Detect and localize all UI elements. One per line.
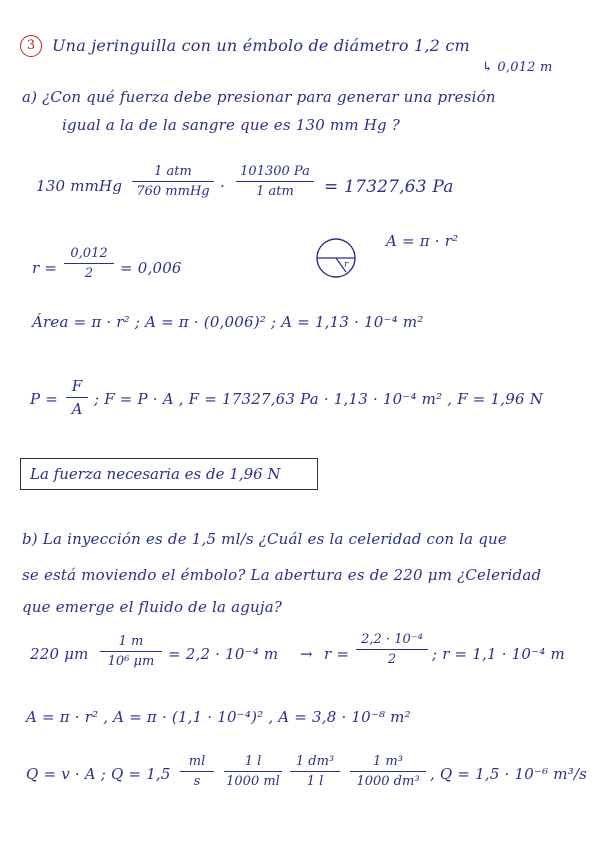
radius-lhs: r = — [32, 259, 58, 277]
fraction-numerator: 1 m³ — [373, 754, 403, 769]
flow-result: , Q = 1,5 · 10⁻⁶ m³/s — [430, 765, 588, 783]
fraction-numerator: 0,012 — [70, 246, 108, 261]
fraction-denominator: 760 mmHg — [136, 184, 210, 199]
flow-fraction-3 — [290, 754, 340, 789]
area-formula: A = π · r² — [386, 232, 459, 250]
multiplication-dot: · — [220, 177, 225, 195]
fraction-bar — [180, 771, 214, 772]
radius-result: = 0,006 — [120, 259, 182, 277]
circle-radius-diagram-icon — [312, 234, 360, 286]
fraction-bar — [356, 649, 428, 650]
fraction-bar — [350, 771, 426, 772]
fraction-numerator: ml — [188, 754, 206, 769]
fraction-denominator: 1000 dm³ — [356, 774, 420, 789]
part-b-question-line-2: se está moviendo el émbolo? La abertura es de 220 μm ¿Celeridad — [22, 566, 542, 584]
fraction-numerator: F — [71, 377, 83, 395]
fraction-numerator: 1 atm — [154, 164, 192, 179]
fraction-bar — [66, 397, 88, 398]
flow-fraction-2 — [224, 754, 282, 789]
fraction-bar — [236, 181, 314, 182]
flow-fraction-4 — [350, 754, 426, 789]
fraction-numerator: 1 l — [244, 754, 262, 769]
fraction-bar — [132, 181, 214, 182]
fraction-denominator: s — [193, 774, 201, 789]
area-calculation: Área = π · r² ; A = π · (0,006)² ; A = 1,13 · 10⁻⁴ m² — [32, 313, 424, 331]
fraction-numerator: 101300 Pa — [240, 164, 310, 179]
fraction-denominator: 1000 ml — [226, 774, 280, 789]
fraction-denominator: 10⁶ μm — [107, 654, 155, 669]
fraction-denominator: 2 — [387, 652, 397, 667]
opening-conversion-fraction — [100, 634, 162, 669]
pressure-lhs: P = — [30, 390, 59, 408]
pressure-fraction — [66, 377, 88, 418]
fraction-numerator: 1 m — [118, 634, 144, 649]
problem-title: Una jeringuilla con un émbolo de diámetro 1,2 cm — [52, 36, 470, 55]
conversion-fraction-1 — [132, 164, 214, 199]
needle-radius-fraction — [356, 632, 428, 667]
part-b-question-line-3: que emerge el fluido de la aguja? — [22, 598, 283, 616]
flow-fraction-1 — [180, 754, 214, 789]
needle-radius-lhs: r = — [324, 645, 350, 663]
conversion-fraction-2 — [236, 164, 314, 199]
fraction-denominator: 1 atm — [256, 184, 294, 199]
fraction-bar — [64, 263, 114, 264]
part-a-question-line-1: a) ¿Con qué fuerza debe presionar para generar una presión — [22, 88, 496, 106]
svg-text:r: r — [344, 260, 349, 270]
fraction-bar — [100, 651, 162, 652]
needle-area-calculation: A = π · r² , A = π · (1,1 · 10⁻⁴)² , A = 3,8 · 10⁻⁸ m² — [26, 708, 411, 726]
arrow-icon: → — [300, 645, 313, 663]
fraction-bar — [224, 771, 282, 772]
force-calculation: ; F = P · A , F = 17327,63 Pa · 1,13 · 10⁻⁴ m² , F = 1,96 N — [94, 390, 544, 408]
fraction-denominator: A — [71, 400, 83, 418]
diameter-note: ↳ 0,012 m — [482, 60, 553, 75]
part-a-question-line-2: igual a la de la sangre que es 130 mm Hg ? — [62, 116, 401, 134]
fraction-denominator: 2 — [84, 266, 94, 281]
problem-number: 3 — [20, 35, 42, 57]
opening-conversion-result: = 2,2 · 10⁻⁴ m — [168, 645, 279, 663]
answer-text: La fuerza necesaria es de 1,96 N — [30, 465, 281, 483]
pressure-result: = 17327,63 Pa — [324, 177, 454, 197]
fraction-denominator: 1 l — [306, 774, 324, 789]
part-b-question-line-1: b) La inyección es de 1,5 ml/s ¿Cuál es la celeridad con la que — [22, 530, 507, 548]
fraction-numerator: 2,2 · 10⁻⁴ — [361, 632, 423, 647]
radius-fraction — [64, 246, 114, 281]
needle-radius-result: ; r = 1,1 · 10⁻⁴ m — [432, 645, 565, 663]
fraction-numerator: 1 dm³ — [295, 754, 335, 769]
opening-conversion-lhs: 220 μm — [30, 645, 89, 663]
conversion-lhs: 130 mmHg — [36, 177, 123, 195]
fraction-bar — [290, 771, 340, 772]
flow-lhs: Q = v · A ; Q = 1,5 — [26, 765, 171, 783]
